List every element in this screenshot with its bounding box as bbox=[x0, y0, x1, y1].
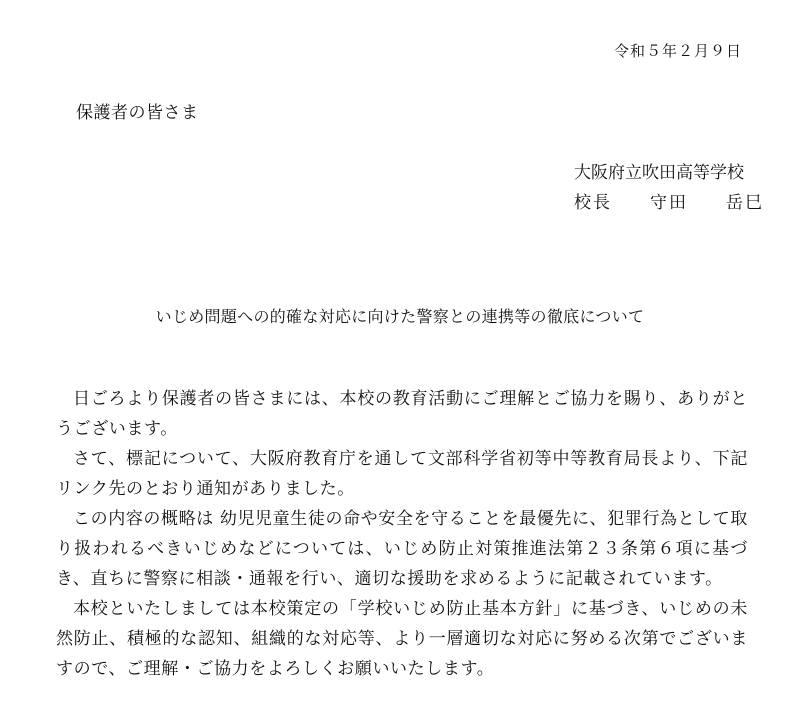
body-paragraph: 日ごろより保護者の皆さまには、本校の教育活動にご理解とご協力を賜り、ありがとうございます。 bbox=[56, 389, 748, 439]
school-name: 大阪府立吹田高等学校 bbox=[574, 163, 744, 183]
body-paragraph: 本校といたしましては本校策定の「学校いじめ防止基本方針」に基づき、いじめの未然防止、積極的な認知、組織的な対応等、より一層適切な対応に努める次第でございますので、ご理解・ご協力をよろしくお願いいたします。 bbox=[56, 599, 748, 679]
letter-body bbox=[56, 384, 748, 684]
letter-date: 令和５年２月９日 bbox=[613, 42, 742, 60]
letter-subject: いじめ問題への的確な対応に向けた警察との連携等の徹底について bbox=[155, 307, 645, 326]
body-paragraph: さて、標記について、大阪府教育庁を通して文部科学省初等中等教育局長より、下記リンク先のとおり通知がありました。 bbox=[56, 449, 748, 499]
body-paragraph: この内容の概略は 幼児児童生徒の命や安全を守ることを最優先に、犯罪行為として取り扱われるべきいじめなどについては、いじめ防止対策推進法第２３条第６項に基づき、直ちに警察に相談・通報を行い、適切な援助を求めるように記載されています。 bbox=[56, 509, 748, 589]
sender-block bbox=[574, 158, 774, 218]
recipient-line: 保護者の皆さま bbox=[76, 103, 199, 123]
principal-name: 校長 守田 岳巳 bbox=[574, 193, 764, 213]
